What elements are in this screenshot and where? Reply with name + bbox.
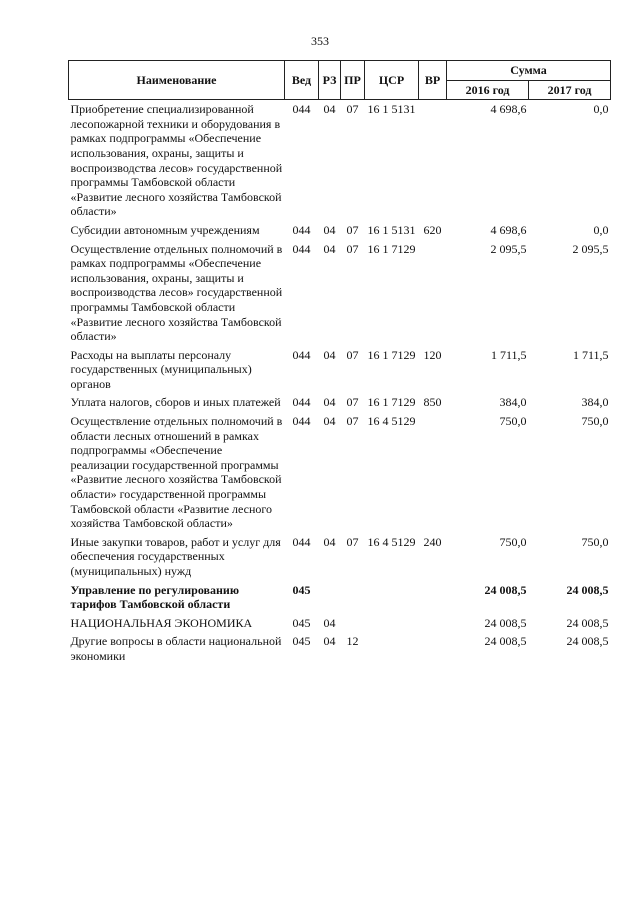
cell-rz: 04: [323, 615, 336, 630]
cell-ved: 045: [292, 582, 311, 597]
cell-csr: 16 1 7129: [367, 395, 416, 410]
cell-sum-2016: 750,0: [499, 414, 527, 429]
cell-rz: 04: [323, 347, 336, 362]
cell-ved: 044: [292, 347, 311, 362]
header-pr: ПР: [341, 61, 365, 100]
cell-rz: 04: [323, 241, 336, 256]
cell-sum-2017: 750,0: [581, 534, 609, 549]
header-ved: Вед: [285, 61, 319, 100]
table-row: [69, 634, 611, 667]
header-year-2017: 2017 год: [529, 80, 611, 100]
table-row: [69, 242, 611, 348]
cell-sum-2017: 384,0: [581, 395, 609, 410]
cell-sum-2016: 1 711,5: [490, 347, 527, 362]
cell-rz: 04: [323, 102, 336, 117]
cell-sum-2016: 384,0: [499, 395, 527, 410]
cell-vr: [419, 616, 447, 635]
cell-sum-2016: 2 095,5: [490, 241, 527, 256]
cell-pr: [341, 616, 365, 635]
cell-csr: 16 1 5131: [367, 102, 416, 117]
cell-rz: [319, 583, 341, 616]
cell-sum-2016: 24 008,5: [484, 634, 527, 649]
header-rz: РЗ: [319, 61, 341, 100]
cell-ved: 044: [292, 102, 311, 117]
cell-csr: [365, 583, 419, 616]
table-body: [69, 100, 611, 668]
cell-vr: [419, 100, 447, 223]
cell-vr: 240: [423, 534, 442, 549]
cell-rz: 04: [323, 414, 336, 429]
cell-ved: 044: [292, 222, 311, 237]
cell-vr: 850: [423, 395, 442, 410]
cell-pr: 12: [346, 634, 359, 649]
cell-csr: 16 1 5131: [367, 222, 416, 237]
cell-csr: 16 1 7129: [367, 347, 416, 362]
cell-rz: 04: [323, 395, 336, 410]
cell-name: Иные закупки товаров, работ и услуг для обеспечения государственных (муниципальных) нужд: [70, 534, 281, 578]
table-row: [69, 583, 611, 616]
cell-ved: 045: [292, 634, 311, 649]
cell-sum-2017: 24 008,5: [566, 634, 609, 649]
table-row: [69, 100, 611, 223]
budget-table: [68, 60, 611, 668]
cell-sum-2017: 1 711,5: [572, 347, 609, 362]
table-row: [69, 616, 611, 635]
cell-sum-2017: 24 008,5: [566, 582, 609, 597]
cell-rz: 04: [323, 222, 336, 237]
page-number: 353: [311, 34, 329, 48]
cell-pr: 07: [346, 395, 359, 410]
cell-pr: 07: [346, 241, 359, 256]
cell-vr: 620: [423, 222, 442, 237]
cell-sum-2017: 750,0: [581, 414, 609, 429]
cell-name: Расходы на выплаты персоналу государственных (муниципальных) органов: [70, 347, 252, 391]
cell-name: Управление по регулированию тарифов Тамбовской области: [70, 582, 240, 612]
cell-csr: 16 4 5129: [367, 534, 416, 549]
cell-ved: 044: [292, 241, 311, 256]
table-row: [69, 223, 611, 242]
cell-sum-2017: 0,0: [593, 102, 609, 117]
cell-sum-2017: 2 095,5: [572, 241, 609, 256]
cell-sum-2017: 0,0: [593, 222, 609, 237]
cell-csr: 16 1 7129: [367, 241, 416, 256]
cell-pr: 07: [346, 102, 359, 117]
header-csr: ЦСР: [365, 61, 419, 100]
cell-rz: 04: [323, 534, 336, 549]
cell-sum-2016: 4 698,6: [490, 102, 527, 117]
cell-name: Осуществление отдельных полномочий в области лесных отношений в рамках подпрограммы «Обеспечение реализации государственной программы «Развитие лесного хозяйства Тамбовской области» государственной программы Тамбовской области «Развитие лесного хозяйства Тамбовской области»: [70, 414, 283, 531]
cell-name: Уплата налогов, сборов и иных платежей: [70, 395, 281, 410]
cell-sum-2016: 4 698,6: [490, 222, 527, 237]
table-header: [69, 61, 611, 100]
table-row: [69, 535, 611, 583]
cell-name: НАЦИОНАЛЬНАЯ ЭКОНОМИКА: [70, 615, 253, 630]
cell-vr: [419, 583, 447, 616]
header-sum: Сумма: [447, 61, 611, 81]
table-row: [69, 414, 611, 535]
cell-sum-2016: 750,0: [499, 534, 527, 549]
cell-pr: 07: [346, 222, 359, 237]
cell-csr: [365, 616, 419, 635]
cell-vr: 120: [423, 347, 442, 362]
cell-vr: [419, 242, 447, 348]
cell-name: Другие вопросы в области национальной экономики: [70, 634, 282, 663]
cell-rz: 04: [323, 634, 336, 649]
cell-ved: 044: [292, 395, 311, 410]
cell-name: Субсидии автономным учреждениям: [70, 222, 260, 237]
cell-csr: [365, 634, 419, 667]
cell-sum-2016: 24 008,5: [484, 615, 527, 630]
table-row: [69, 395, 611, 414]
cell-ved: 044: [292, 534, 311, 549]
cell-sum-2016: 24 008,5: [484, 582, 527, 597]
cell-pr: [341, 583, 365, 616]
cell-ved: 045: [292, 615, 311, 630]
header-vr: ВР: [419, 61, 447, 100]
cell-sum-2017: 24 008,5: [566, 615, 609, 630]
cell-ved: 044: [292, 414, 311, 429]
cell-vr: [419, 634, 447, 667]
table-row: [69, 348, 611, 396]
cell-name: Приобретение специализированной лесопожарной техники и оборудования в рамках подпрограммы «Обеспечение использования, охраны, защиты и воспроизводства лесов» государственной программы Тамбовской области «Развитие лесного хозяйства Тамбовской области»: [70, 102, 283, 219]
cell-name: Осуществление отдельных полномочий в рамках подпрограммы «Обеспечение использования, охраны, защиты и воспроизводства лесов» государственной программы Тамбовской области «Развитие лесного хозяйства Тамбовской области»: [70, 241, 283, 344]
cell-pr: 07: [346, 347, 359, 362]
header-year-2016: 2016 год: [447, 80, 529, 100]
cell-pr: 07: [346, 414, 359, 429]
cell-vr: [419, 414, 447, 535]
cell-csr: 16 4 5129: [367, 414, 416, 429]
cell-pr: 07: [346, 534, 359, 549]
header-name: Наименование: [69, 61, 285, 100]
